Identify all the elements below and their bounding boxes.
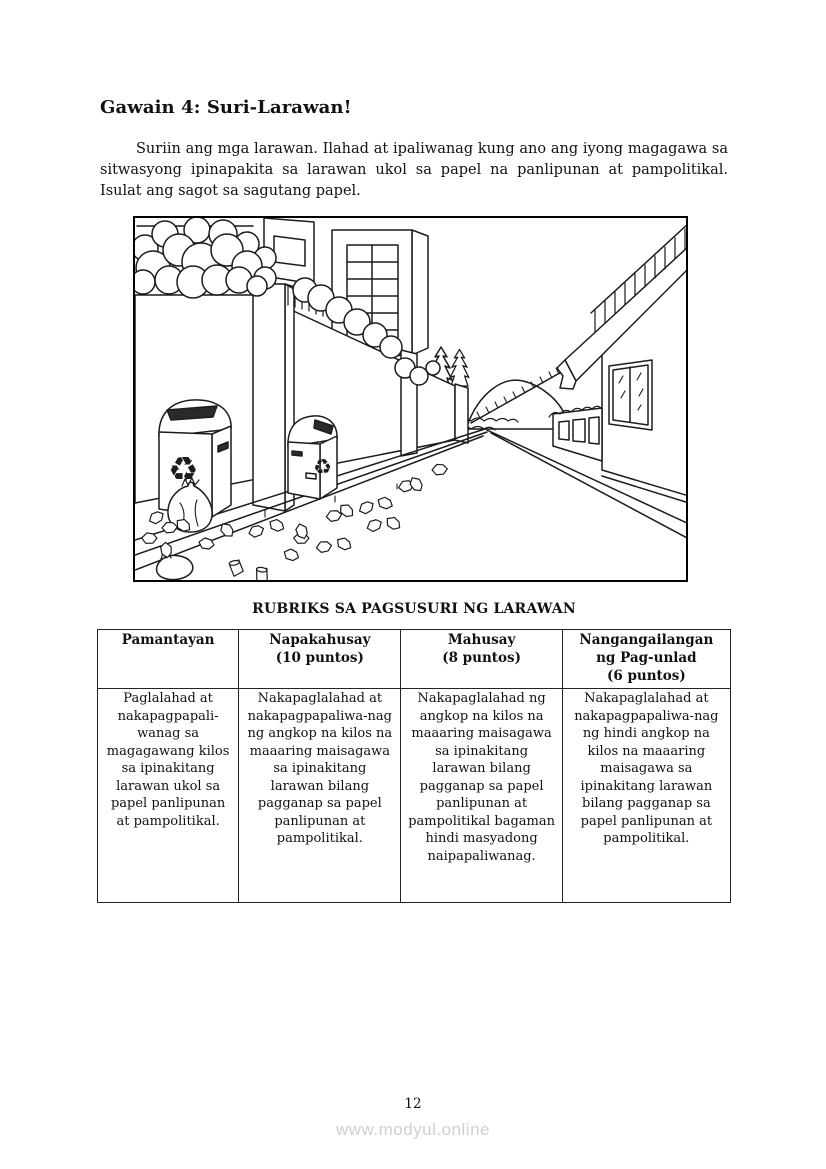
street-scene-illustration: [135, 218, 686, 580]
header-title: Pamantayan: [121, 632, 215, 648]
rubric-title: RUBRIKS SA PAGSUSURI NG LARAWAN: [252, 601, 576, 617]
rubric-cell-nangangailangan: Nakapaglalahad at nakapagpapaliwa-nag ng hindi angkop na kilos na maaaring maisagawa sa ipinakitang larawan bilang pagganap sa papel panlipunan at pampolitikal.: [562, 689, 730, 903]
watermark: www.modyul.online: [335, 1120, 490, 1139]
page-number: 12: [404, 1096, 422, 1112]
rubric-table: [97, 629, 731, 903]
header-points: (6 puntos): [606, 668, 686, 684]
rubric-header-nangangailangan: [562, 630, 730, 689]
rubric-header-mahusay: [401, 630, 562, 689]
street-scene-figure: [133, 216, 688, 582]
header-title: Napakahusay: [269, 632, 371, 648]
rubric-cell-napakahusay: Nakapaglalahad at nakapagpapaliwa-nag ng angkop na kilos na maaaring maisagawa sa ipinakitang larawan bilang pagganap sa papel panlipunan at pampolitikal.: [239, 689, 401, 903]
header-points: (10 puntos): [275, 650, 364, 666]
rubric-header-napakahusay: [239, 630, 401, 689]
header-title: Nangangailangan: [579, 632, 714, 648]
rubric-cell-mahusay: Nakapaglalahad ng angkop na kilos na maaaring maisagawa sa ipinakitang larawan bilang pagganap sa papel panlipunan at pampolitikal bagaman hindi masyadong naipapaliwanag.: [401, 689, 562, 903]
instructions-paragraph: Suriin ang mga larawan. Ilahad at ipaliwanag kung ano ang iyong magagawa sa sitwasyong ipinapakita sa larawan ukol sa papel na panlipunan at pampolitikal. Isulat ang sagot sa sagutang papel.: [100, 141, 728, 199]
rubric-criteria-row: [98, 689, 731, 903]
recycle-icon: ♻: [168, 450, 199, 490]
right-house: [549, 223, 686, 503]
rubric-cell-pamantayan: Paglalahad at nakapagpapali-wanag sa magagawang kilos sa ipinakitang larawan ukol sa papel panlipunan at pampolitikal.: [98, 689, 239, 903]
rubric-header-pamantayan: [98, 630, 239, 689]
page-content: [0, 96, 826, 903]
page-title: Gawain 4: Suri-Larawan!: [100, 97, 352, 118]
header-points: (8 puntos): [442, 650, 521, 666]
header-title: Mahusay: [447, 632, 516, 648]
header-sub: ng Pag-unlad: [596, 650, 697, 666]
recycle-icon: ♻: [312, 454, 333, 480]
bushes: [135, 218, 276, 298]
